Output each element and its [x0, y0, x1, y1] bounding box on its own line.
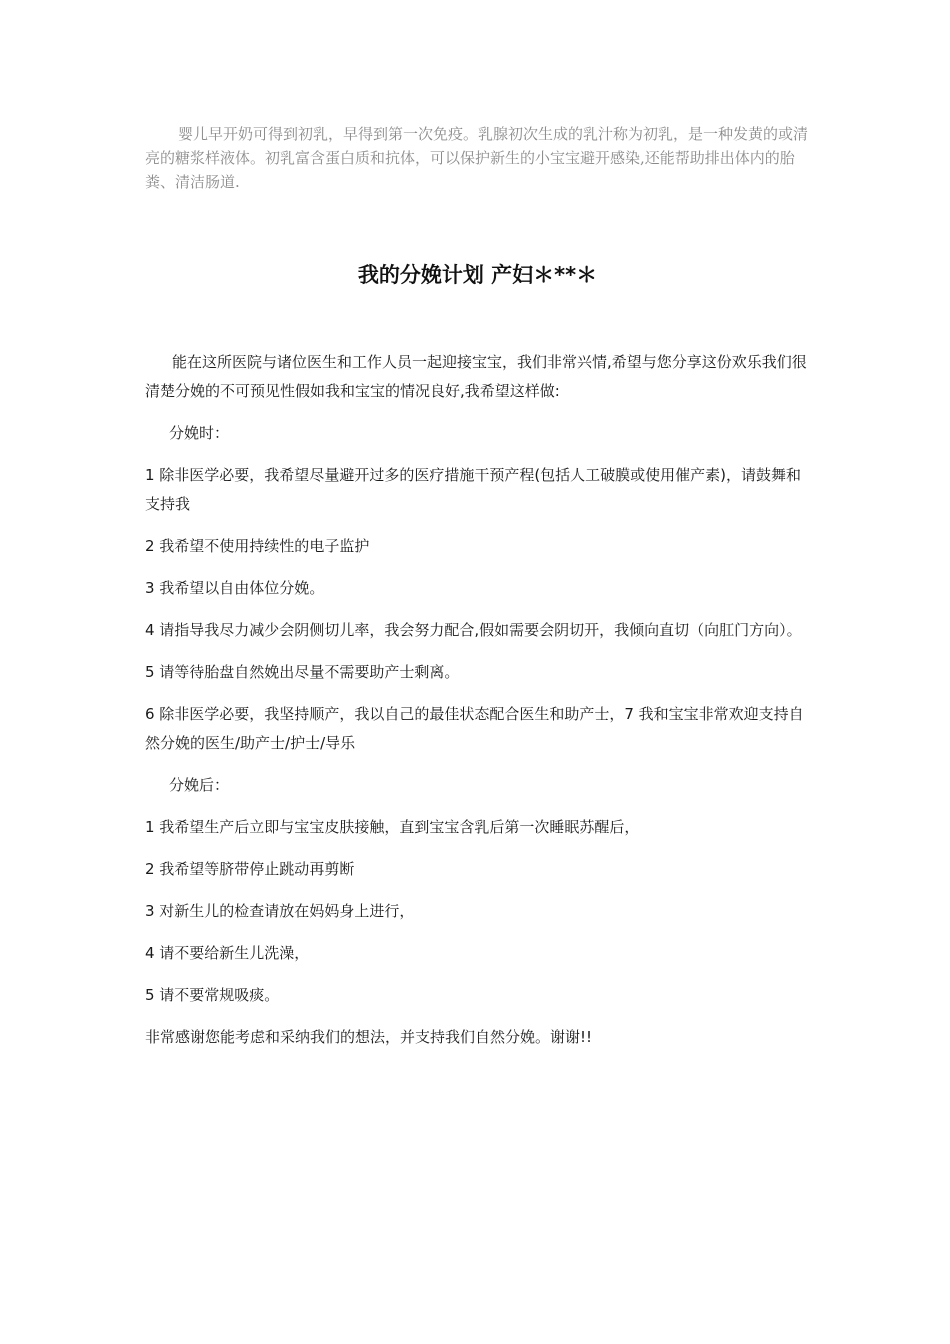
after-item-4: 4 请不要给新生儿洗澡，: [145, 944, 310, 962]
during-item-5: 5 请等待胎盘自然娩出尽量不需要助产士剩离。: [145, 663, 460, 681]
after-item-5: 5 请不要常规吸痰。: [145, 986, 280, 1004]
document-page: [145, 122, 810, 1052]
during-item-1: 1 除非医学必要，我希望尽量避开过多的医疗措施干预产程(包括人工破膜或使用催产素)，请鼓舞和支持我: [145, 466, 802, 513]
during-heading: 分娩时：: [169, 424, 230, 442]
after-heading: 分娩后：: [169, 776, 230, 794]
after-item-1: 1 我希望生产后立即与宝宝皮肤接触，直到宝宝含乳后第一次睡眠苏醒后，: [145, 818, 640, 836]
during-item-6: 6 除非医学必要，我坚持顺产，我以自己的最佳状态配合医生和助产士，7 我和宝宝非常欢迎支持自然分娩的医生/助产士/护士/导乐: [145, 705, 804, 752]
intro-paragraph: 婴儿早开奶可得到初乳，早得到第一次免疫。乳腺初次生成的乳汁称为初乳，是一种发黄的或清亮的糖浆样液体。初乳富含蛋白质和抗体，可以保护新生的小宝宝避开感染,还能帮助排出体内的胎粪、清洁肠道.: [145, 125, 809, 191]
after-item-2: 2 我希望等脐带停止跳动再剪断: [145, 860, 355, 878]
closing-paragraph: 非常感谢您能考虑和采纳我们的想法，并支持我们自然分娩。谢谢!!: [145, 1028, 593, 1046]
during-item-4: 4 请指导我尽力减少会阴侧切儿率，我会努力配合,假如需要会阴切开，我倾向直切（向肛门方向）。: [145, 621, 802, 639]
lead-paragraph: 能在这所医院与诸位医生和工作人员一起迎接宝宝，我们非常兴情,希望与您分享这份欢乐我们很清楚分娩的不可预见性假如我和宝宝的情况良好,我希望这样做:: [145, 353, 807, 400]
document-title: 我的分娩计划 产妇＊**＊: [357, 263, 598, 287]
during-item-2: 2 我希望不使用持续性的电子监护: [145, 537, 370, 555]
during-item-3: 3 我希望以自由体位分娩。: [145, 579, 325, 597]
after-item-3: 3 对新生儿的检查请放在妈妈身上进行，: [145, 902, 415, 920]
